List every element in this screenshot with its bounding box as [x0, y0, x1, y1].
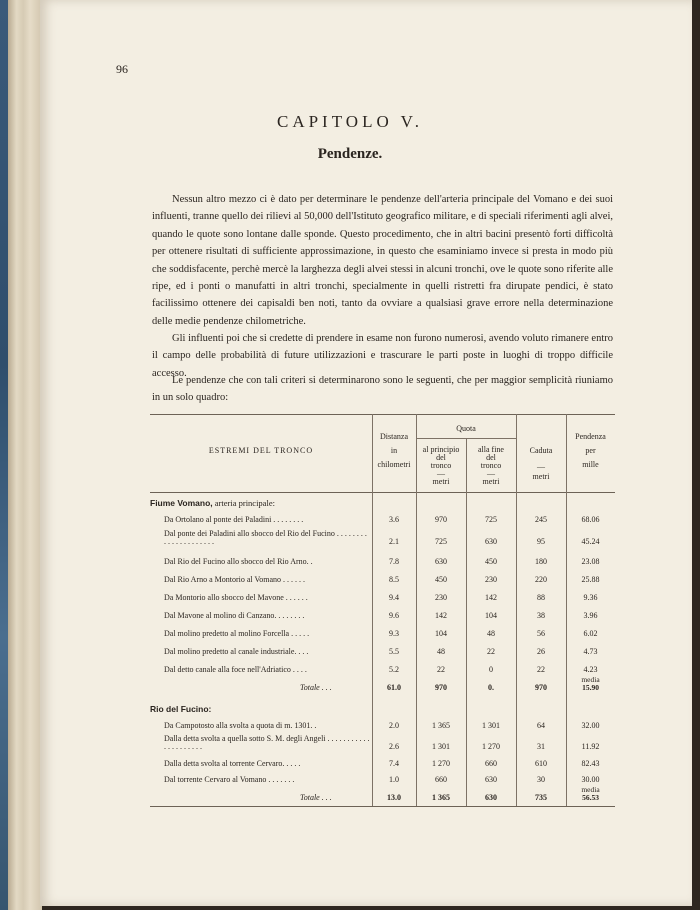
table-row: Da Montorio allo sbocco del Mavone . . . . . . 9.4 230 142 88 9.36: [164, 593, 598, 602]
table-row: Dal molino predetto al canale industriale. . . . 5.5 48 22 26 4.73: [164, 647, 598, 656]
header-principio: al principio del tronco — metri: [422, 445, 460, 486]
table-row: Dal detto canale alla foce nell'Adriatico . . . . 5.2 22 0 22 4.23: [164, 665, 598, 674]
section-title: Pendenze.: [317, 146, 383, 162]
page-number: 96: [116, 62, 128, 76]
table-top-rule: [150, 414, 615, 415]
section-fucino-title: Rio del Fucino:: [150, 704, 212, 714]
book-spine: [0, 0, 8, 910]
paragraph-1: Nessun altro mezzo ci è dato per determinare le pendenze dell'arteria principale del Vomano e dei suoi influenti, tranne quello dei rilievi al 50,000 dell'Istituto geografico militare, e di speciali riferimenti agli alvei, quando le quote sono lontane dalle sponde. Questo procedimento, che in altri bacini presentò forti difficoltà per ottenere risultati di sufficiente approssimazione, in questo che esaminiamo invece si presta in modo più che soddisfacente, perchè mercè la larghezza degli alvei stessi in alcuni tronchi, ove le quote sono riferite alle ripe, ed i ponti o manufatti in altri tronchi, specialmente in quelli ristretti fra dirupate pendici, è stato facilissimo ottenere dei capisaldi ben noti, tanto da ovviare a qualsiasi grave errore nella determinazione delle medie pendenze chilometriche.: [152, 194, 613, 327]
paragraph-3: Le pendenze che con tali criteri si determinarono sono le seguenti, che per maggior semplicità riuniamo in un solo quadro:: [152, 375, 613, 404]
table-row: Da Ortolano al ponte dei Paladini . . . . . . . . 3.6 970 725 245 68.06: [164, 515, 600, 524]
chapter-heading: CAPITOLO V.: [276, 112, 424, 131]
media-label: media 15.90: [581, 675, 600, 692]
table-row: Dal Rio del Fucino allo sbocco del Rio Arno. . 7.8 630 450 180 23.08: [164, 557, 600, 566]
header-estremi: ESTREMI DEL TRONCO: [208, 446, 314, 455]
table-row: Dalla detta svolta a quella sotto S. M. degli Angeli . . . . . . . . . . . . . . . . . . . . . 2.6 1 301 1 270 31 11.92: [164, 734, 600, 751]
paragraph-2: Gli influenti poi che si credette di prendere in esame non furono numerosi, avendo voluto rimanere entro il campo delle probabilità di future utilizzazioni e trascurare le parti poste in luoghi di troppo difficile accesso.: [152, 333, 613, 379]
page-stack-edge: [8, 0, 42, 910]
header-distanza: Distanza in chilometri: [377, 432, 411, 469]
header-caduta: Caduta — metri: [529, 446, 553, 481]
table-row: Da Campotosto alla svolta a quota di m. 1301. . 2.0 1 365 1 301 64 32.00: [164, 721, 600, 730]
header-fine: alla fine del tronco — metri: [478, 445, 504, 486]
table-row: Dal torrente Cervaro al Vomano . . . . . . . 1.0 660 630 30 30.00: [164, 775, 600, 784]
table-row: Dal ponte dei Paladini allo sbocco del Rio del Fucino . . . . . . . . . . . . . . . . . . . . . 2.1 725 630 95 45.24: [164, 529, 600, 546]
quota-rule: [416, 438, 516, 439]
table-total-row: Totale . . . 61.0 970 0. 970 media 15.90: [150, 682, 615, 694]
slope-table: [150, 414, 615, 806]
table-row: Dalla detta svolta al torrente Cervaro. . . . . 7.4 1 270 660 610 82.43: [164, 759, 600, 768]
section-vomano-title: Fiume Vomano, arteria principale:: [150, 498, 275, 508]
table-row: Dal Mavone al molino di Canzano. . . . . . . . 9.6 142 104 38 3.96: [164, 611, 598, 620]
table-row: Dal molino predetto al molino Forcella . . . . . 9.3 104 48 56 6.02: [164, 629, 598, 638]
media-label: media 56.53: [581, 785, 600, 802]
table-total-row: Totale . . . 13.0 1 365 630 735 media 56.53: [150, 792, 615, 804]
table-bottom-rule: [150, 806, 615, 807]
header-quota: Quota: [456, 424, 476, 433]
header-pendenza: Pendenza per mille: [575, 432, 606, 469]
table-row: Dal Rio Arno a Montorio al Vomano . . . . . . 8.5 450 230 220 25.88: [164, 575, 600, 584]
table-header-rule: [150, 492, 615, 493]
